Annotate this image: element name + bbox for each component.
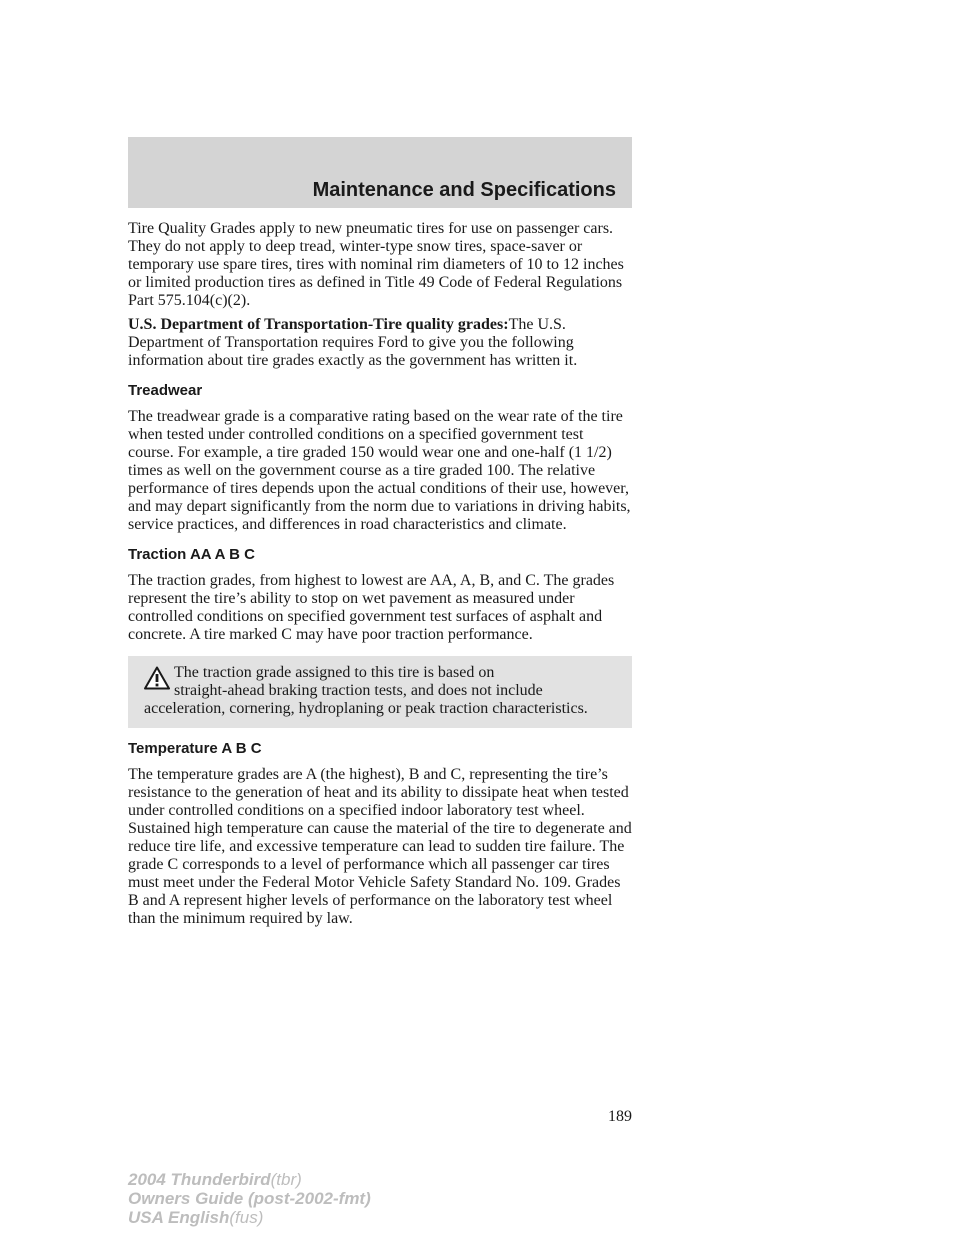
- section-header: [128, 137, 632, 208]
- footer-language: USA English: [128, 1208, 230, 1227]
- page-content: [128, 220, 632, 934]
- dot-paragraph: [128, 316, 632, 370]
- warning-line-1: The traction grade assigned to this tire is based on: [174, 664, 495, 681]
- warning-box: [128, 656, 632, 728]
- footer-guide-line: [128, 1189, 371, 1208]
- temperature-paragraph: The temperature grades are A (the highest), B and C, representing the tire’s resistance to the generation of heat and its ability to dissipate heat when tested under controlled conditions on a specified indoor laboratory test wheel. Sustained high temperature can cause the material of the tire to degenerate and reduce tire life, and excessive temperature can lead to sudden tire failure. The grade C corresponds to a level of performance which all passenger car tires must meet under the Federal Motor Vehicle Safety Standard No. 109. Grades B and A represent higher levels of performance on the laboratory test wheel than the minimum required by law.: [128, 766, 632, 927]
- footer-model-line: [128, 1170, 371, 1189]
- section-title: Maintenance and Specifications: [312, 179, 616, 201]
- warning-line-2: straight-ahead braking traction tests, and does not include: [174, 682, 543, 699]
- traction-paragraph: The traction grades, from highest to lowest are AA, A, B, and C. The grades represent the tire’s ability to stop on wet pavement as measured under controlled conditions on specified government test surfaces of asphalt and concrete. A tire marked C may have poor traction performance.: [128, 572, 615, 643]
- document-footer: [128, 1170, 371, 1227]
- footer-model-code: (tbr): [270, 1170, 302, 1189]
- footer-language-code: (fus): [229, 1208, 264, 1227]
- traction-heading: Traction AA A B C: [128, 546, 255, 563]
- temperature-heading: Temperature A B C: [128, 740, 262, 757]
- dot-lead: U.S. Department of Transportation-Tire quality grades:: [128, 316, 509, 333]
- footer-guide: Owners Guide (post-2002-fmt): [128, 1189, 371, 1208]
- warning-triangle-icon: [144, 666, 170, 690]
- footer-model: 2004 Thunderbird: [128, 1170, 271, 1189]
- treadwear-paragraph: The treadwear grade is a comparative rating based on the wear rate of the tire when tested under controlled conditions on a specified government test course. For example, a tire graded 150 would wear one and one-half (1 1/2) times as well on the government course as a tire graded 100. The relative performance of tires depends upon the actual conditions of their use, however, and may depart significantly from the norm due to variations in driving habits, service practices, and differences in road characteristics and climate.: [128, 408, 631, 533]
- warning-line-3: acceleration, cornering, hydroplaning or peak traction characteristics.: [144, 700, 588, 717]
- intro-paragraph: Tire Quality Grades apply to new pneumatic tires for use on passenger cars. They do not apply to deep tread, winter-type snow tires, space-saver or temporary use spare tires, tires with nominal rim diameters of 10 to 12 inches or limited production tires as defined in Title 49 Code of Federal Regulations Part 575.104(c)(2).: [128, 220, 624, 309]
- footer-language-line: [128, 1208, 371, 1227]
- dot-text: The U.S. Department of Transportation requires Ford to give you the following information about tire grades exactly as the government has written it.: [128, 316, 578, 369]
- treadwear-heading: Treadwear: [128, 382, 203, 399]
- page-number: 189: [608, 1108, 632, 1125]
